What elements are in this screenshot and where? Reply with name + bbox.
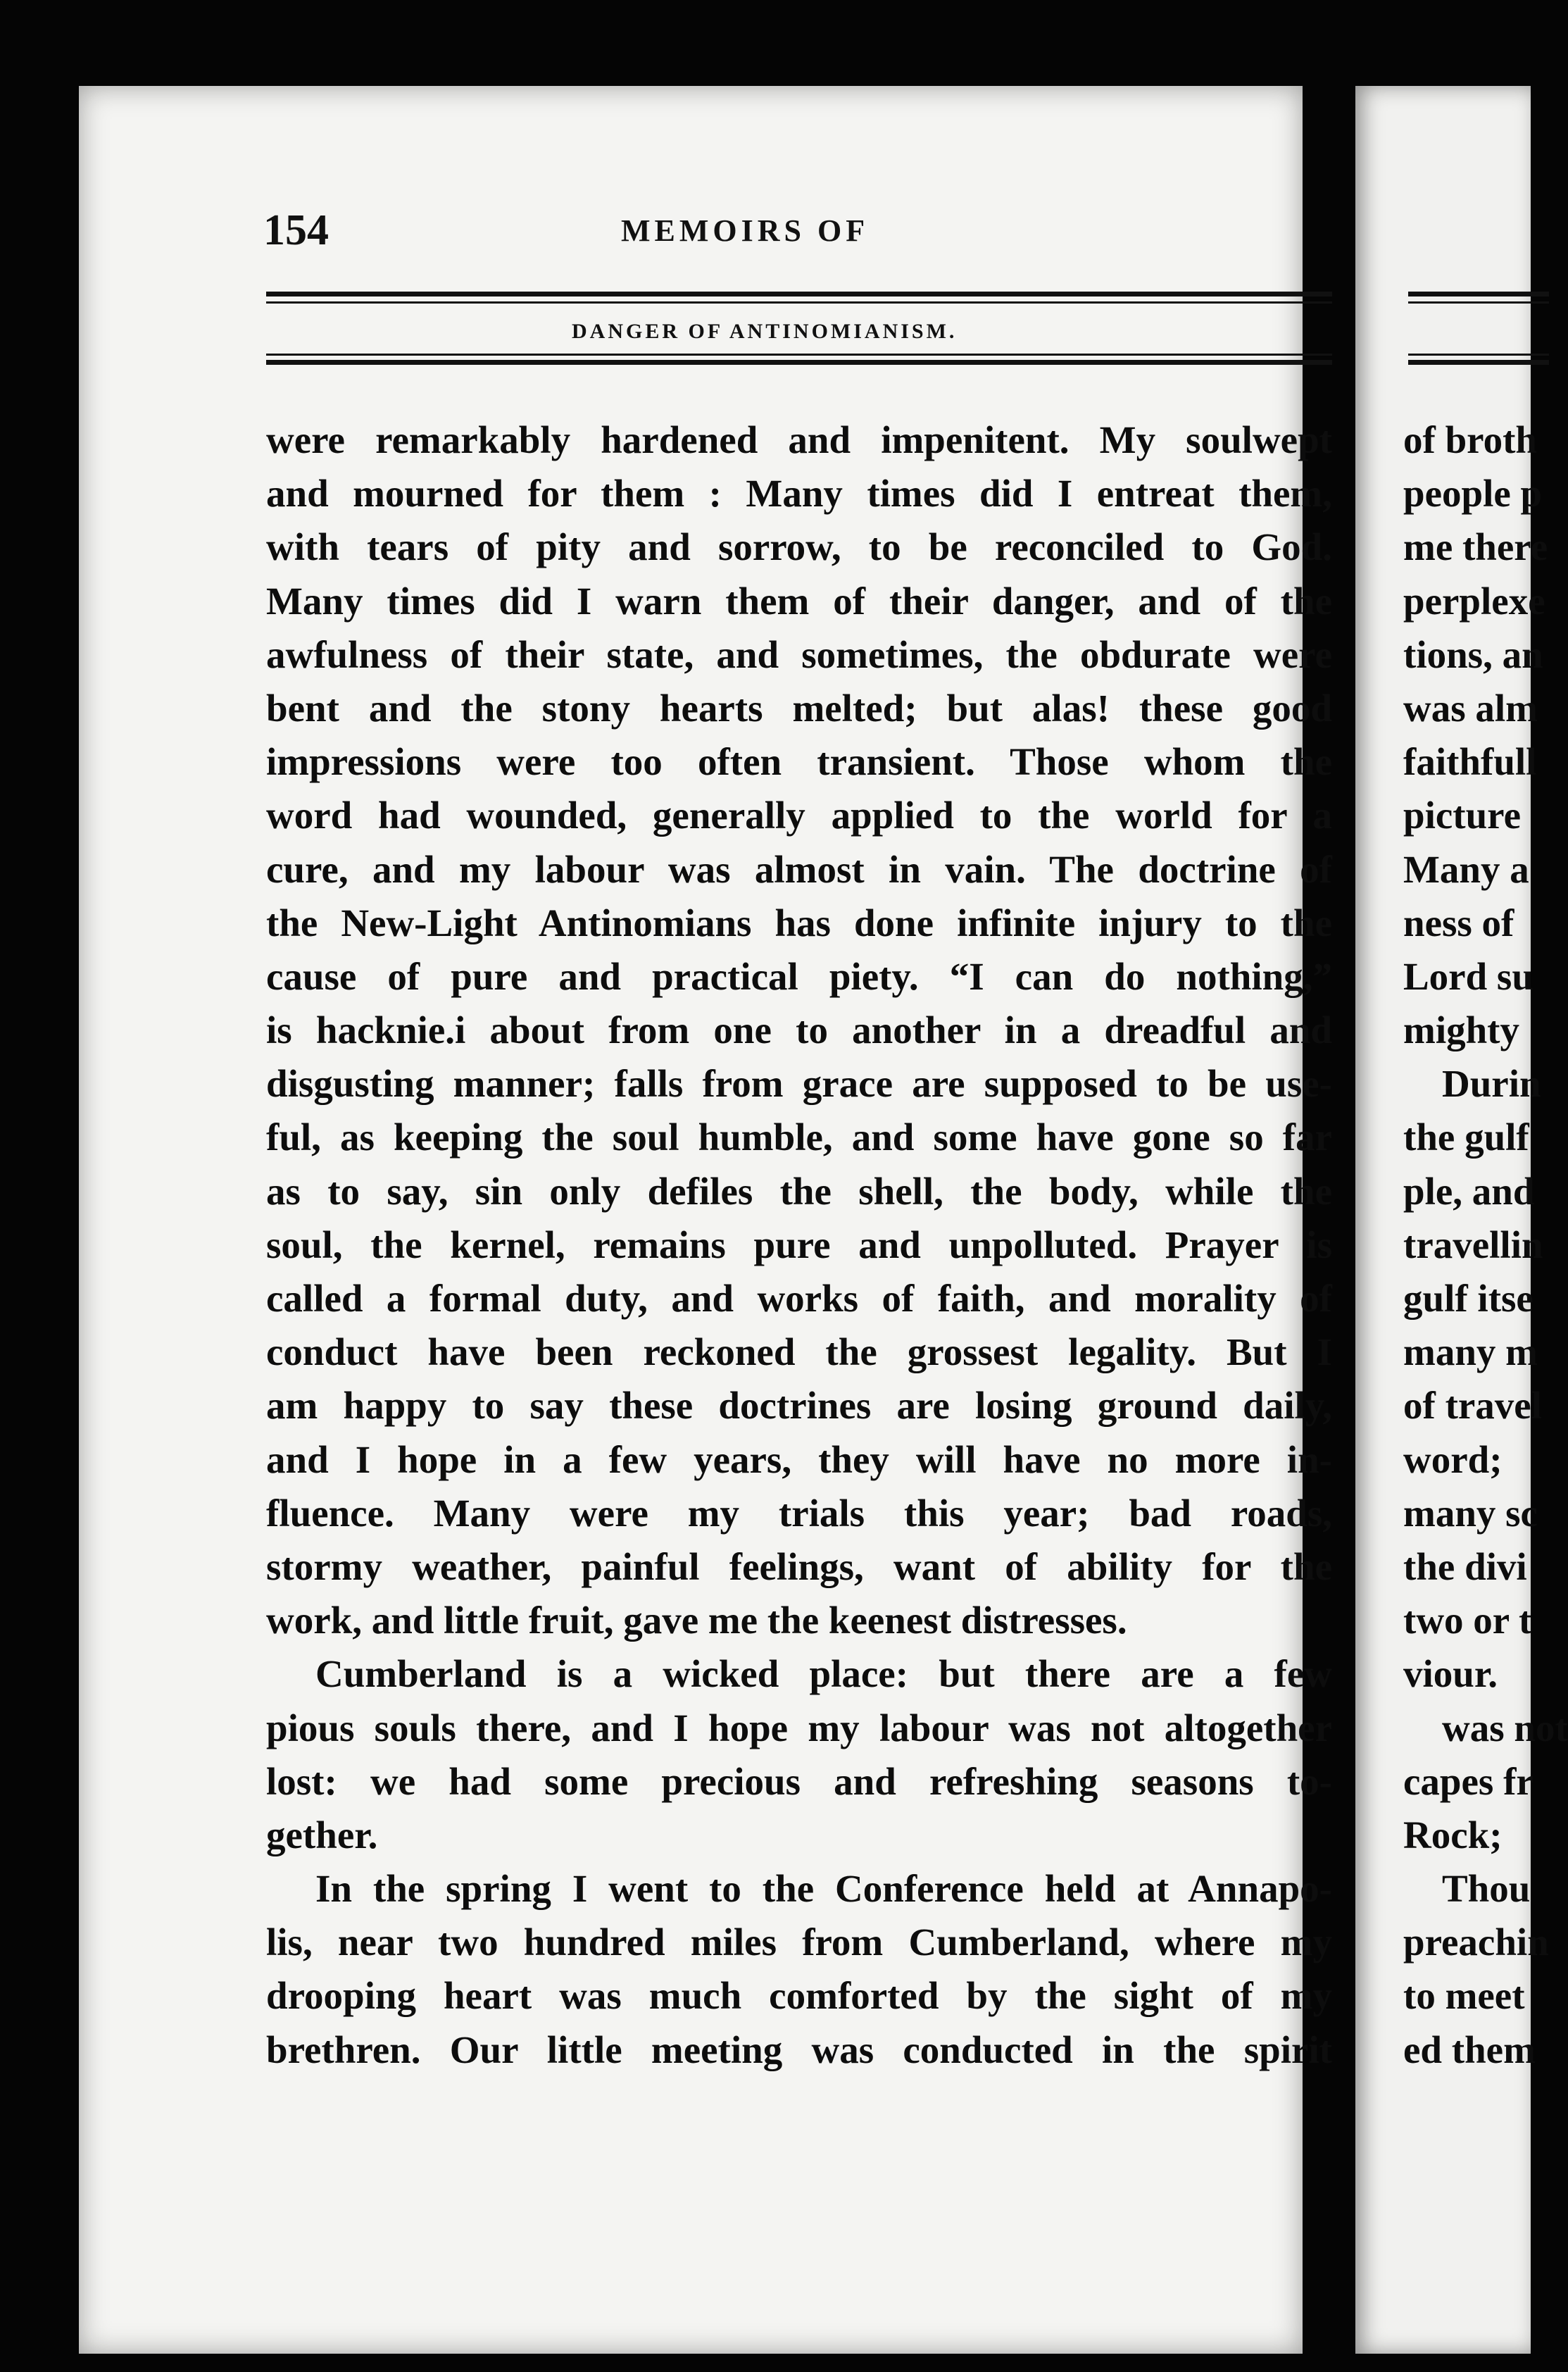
text-line: work, and little fruit, gave me the keenest distresses. [266,1599,1127,1642]
text-line: many sc [1403,1491,1538,1535]
text-line: In the spring I went to the Conference held at Annapo- [315,1867,1332,1911]
text-line: many m [1403,1330,1538,1374]
page-number: 154 [263,206,329,254]
text-line: perplexe [1403,579,1545,623]
text-line: travellin [1403,1223,1543,1266]
text-line: were remarkably hardened and impenitent. My soulwept [266,418,1332,461]
right-page [1355,86,1568,2354]
right-body-text [1403,413,1568,2077]
text-line: picture [1403,794,1522,837]
text-line: gulf itse [1403,1277,1533,1320]
body-text [266,413,1332,2077]
running-title: MEMOIRS OF [621,213,870,248]
text-line: awfulness of their state, and sometimes, the obdurate were [266,632,1332,676]
right-header-rule-top-thin [1408,301,1549,304]
text-line: people p [1403,472,1543,516]
header-rule-top-thin [266,301,1332,304]
text-line: am happy to say these doctrines are losing ground daily, [266,1384,1332,1428]
right-header-rule-bottom-thin [1408,354,1549,356]
text-line: tions, an [1403,632,1543,676]
text-line: was alm [1403,686,1538,730]
text-line: brethren. Our little meeting was conducted in the spirit [266,2028,1332,2071]
text-line: disgusting manner; falls from grace are supposed to be use- [266,1062,1332,1106]
text-line: to meet [1403,1974,1525,2018]
text-line: capes fr [1403,1759,1533,1803]
text-line: cause of pure and practical piety. “I can do nothing,” [266,954,1332,998]
text-line: preachin [1403,1921,1549,1964]
text-line: of travel [1403,1384,1542,1428]
text-line: lis, near two hundred miles from Cumberland, where my [266,1921,1332,1964]
text-line: Durin [1442,1062,1541,1106]
text-line: soul, the kernel, remains pure and unpolluted. Prayer is [266,1223,1332,1266]
text-line: word had wounded, generally applied to the world for a [266,794,1332,837]
text-line: was not [1442,1706,1568,1749]
text-line: Many times did I warn them of their danger, and of the [266,579,1332,623]
text-line: Rock; [1403,1813,1503,1856]
text-line: Thou [1442,1867,1531,1911]
text-line: the gulf [1403,1116,1529,1159]
text-line: ness of [1403,901,1514,944]
text-line: bent and the stony hearts melted; but alas! these good [266,686,1332,730]
text-line: Lord su [1403,954,1533,998]
text-line: as to say, sin only defiles the shell, the body, while the [266,1169,1332,1213]
text-line: with tears of pity and sorrow, to be reconciled to God. [266,525,1332,569]
text-line: called a formal duty, and works of faith, and morality of [266,1277,1332,1320]
header-rule-bottom-thin [266,354,1332,356]
text-line: ple, and [1403,1169,1535,1213]
text-line: two or t [1403,1599,1532,1642]
text-line: me there [1403,525,1548,569]
text-line: cure, and my labour was almost in vain. The doctrine of [266,847,1332,891]
text-line: the divi [1403,1544,1527,1588]
text-line: is hacknie.i about from one to another in a dreadful and [266,1009,1332,1052]
text-line: Cumberland is a wicked place: but there are a few [315,1652,1332,1696]
text-line: and mourned for them : Many times did I entreat them, [266,472,1332,516]
right-header-rule-top [1408,292,1549,296]
text-line: gether. [266,1813,378,1856]
text-line: ful, as keeping the soul humble, and some have gone so far [266,1116,1332,1159]
text-line: drooping heart was much comforted by the sight of my [266,1974,1332,2018]
text-line: the New-Light Antinomians has done infinite injury to the [266,901,1332,944]
text-line: pious souls there, and I hope my labour was not altogether [266,1706,1332,1749]
right-header-rule-bottom [1408,360,1549,365]
text-line: and I hope in a few years, they will have no more in- [266,1437,1332,1481]
text-line: ed them [1403,2028,1536,2071]
text-line: fluence. Many were my trials this year; bad roads, [266,1491,1332,1535]
text-line: conduct have been reckoned the grossest legality. But I [266,1330,1332,1374]
section-heading: DANGER OF ANTINOMIANISM. [572,320,958,343]
text-line: stormy weather, painful feelings, want of ability for the [266,1544,1332,1588]
text-line: mighty [1403,1009,1519,1052]
text-line: of broth [1403,418,1537,461]
text-line: faithfull [1403,740,1537,784]
text-line: lost: we had some precious and refreshing seasons to- [266,1759,1332,1803]
left-page [79,86,1332,2354]
text-line: viour. [1403,1652,1498,1696]
text-line: Many a [1403,847,1529,891]
header-rule-bottom [266,360,1332,365]
text-line: word; [1403,1437,1503,1481]
header-rule-top [266,292,1332,296]
text-line: impressions were too often transient. Those whom the [266,740,1332,784]
